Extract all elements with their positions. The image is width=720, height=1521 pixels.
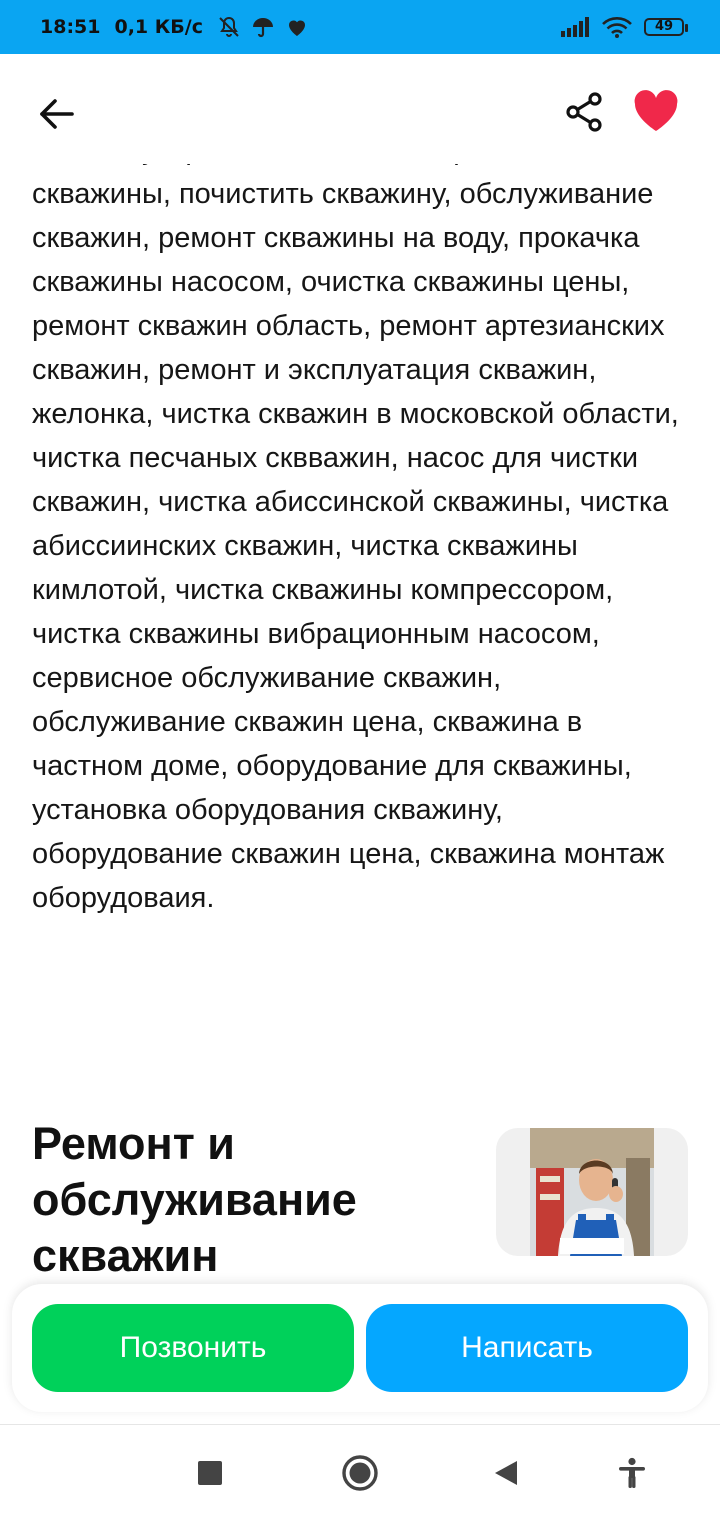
heart-filled-icon [633,91,679,133]
call-button[interactable]: Позвонить [32,1304,354,1392]
share-icon [563,91,605,133]
write-button[interactable]: Написать [366,1304,688,1392]
recents-square-icon [197,1460,223,1486]
battery-level: 49 [654,19,674,34]
status-time: 18:51 [40,16,101,38]
app-bar [0,54,720,164]
arrow-left-icon [36,94,76,134]
accessibility-button[interactable] [610,1451,654,1495]
service-keywords-text: скважины, почистить скважину, обслуживание скважин, ремонт скважины на воду, прокачка скважины насосом, очистка скважины цены, ремонт скважин область, ремонт артезианских скважин, ремонт и эксплуатация скважин, желонка, чистка скважин в московской области, чистка песчаных сквважин, насос для чистки скважин, чистка абиссинской скважины, чистка абиссиинских скважин, чистка скважины кимлотой, чистка скважины компрессором, чистка скважины вибрационным насосом, сервисное обслуживание скважин, обслуживание скважин цена, скважина в частном доме, оборудование для скважины, установка оборудования скважину, оборудование скважин цена, скважина монтаж оборудоваия. [32,178,679,914]
accessibility-icon [617,1457,647,1489]
section-image[interactable] [496,1128,688,1256]
share-button[interactable] [558,86,610,138]
umbrella-icon [251,15,275,39]
back-button[interactable] [30,88,82,140]
contact-action-bar [12,1284,708,1412]
section-title: Ремонт и обслуживание скважин [32,1118,357,1281]
status-right [560,0,684,54]
status-bar [0,0,720,54]
battery-icon [644,18,684,36]
heart-icon [285,15,309,39]
favorite-button[interactable] [630,86,682,138]
status-speed: 0,1 КБ/с [114,16,203,38]
home-button[interactable] [338,1451,382,1495]
wifi-icon [602,16,632,38]
status-notification-icons [217,15,309,39]
bell-off-icon [217,15,241,39]
worker-photo [530,1128,654,1256]
home-circle-icon [341,1454,379,1492]
content-scroll[interactable] [0,164,720,1284]
recents-button[interactable] [188,1451,232,1495]
back-triangle-icon [493,1459,519,1487]
status-left [40,0,309,54]
system-nav-bar [0,1424,720,1521]
back-nav-button[interactable] [484,1451,528,1495]
signal-icon [560,17,590,37]
